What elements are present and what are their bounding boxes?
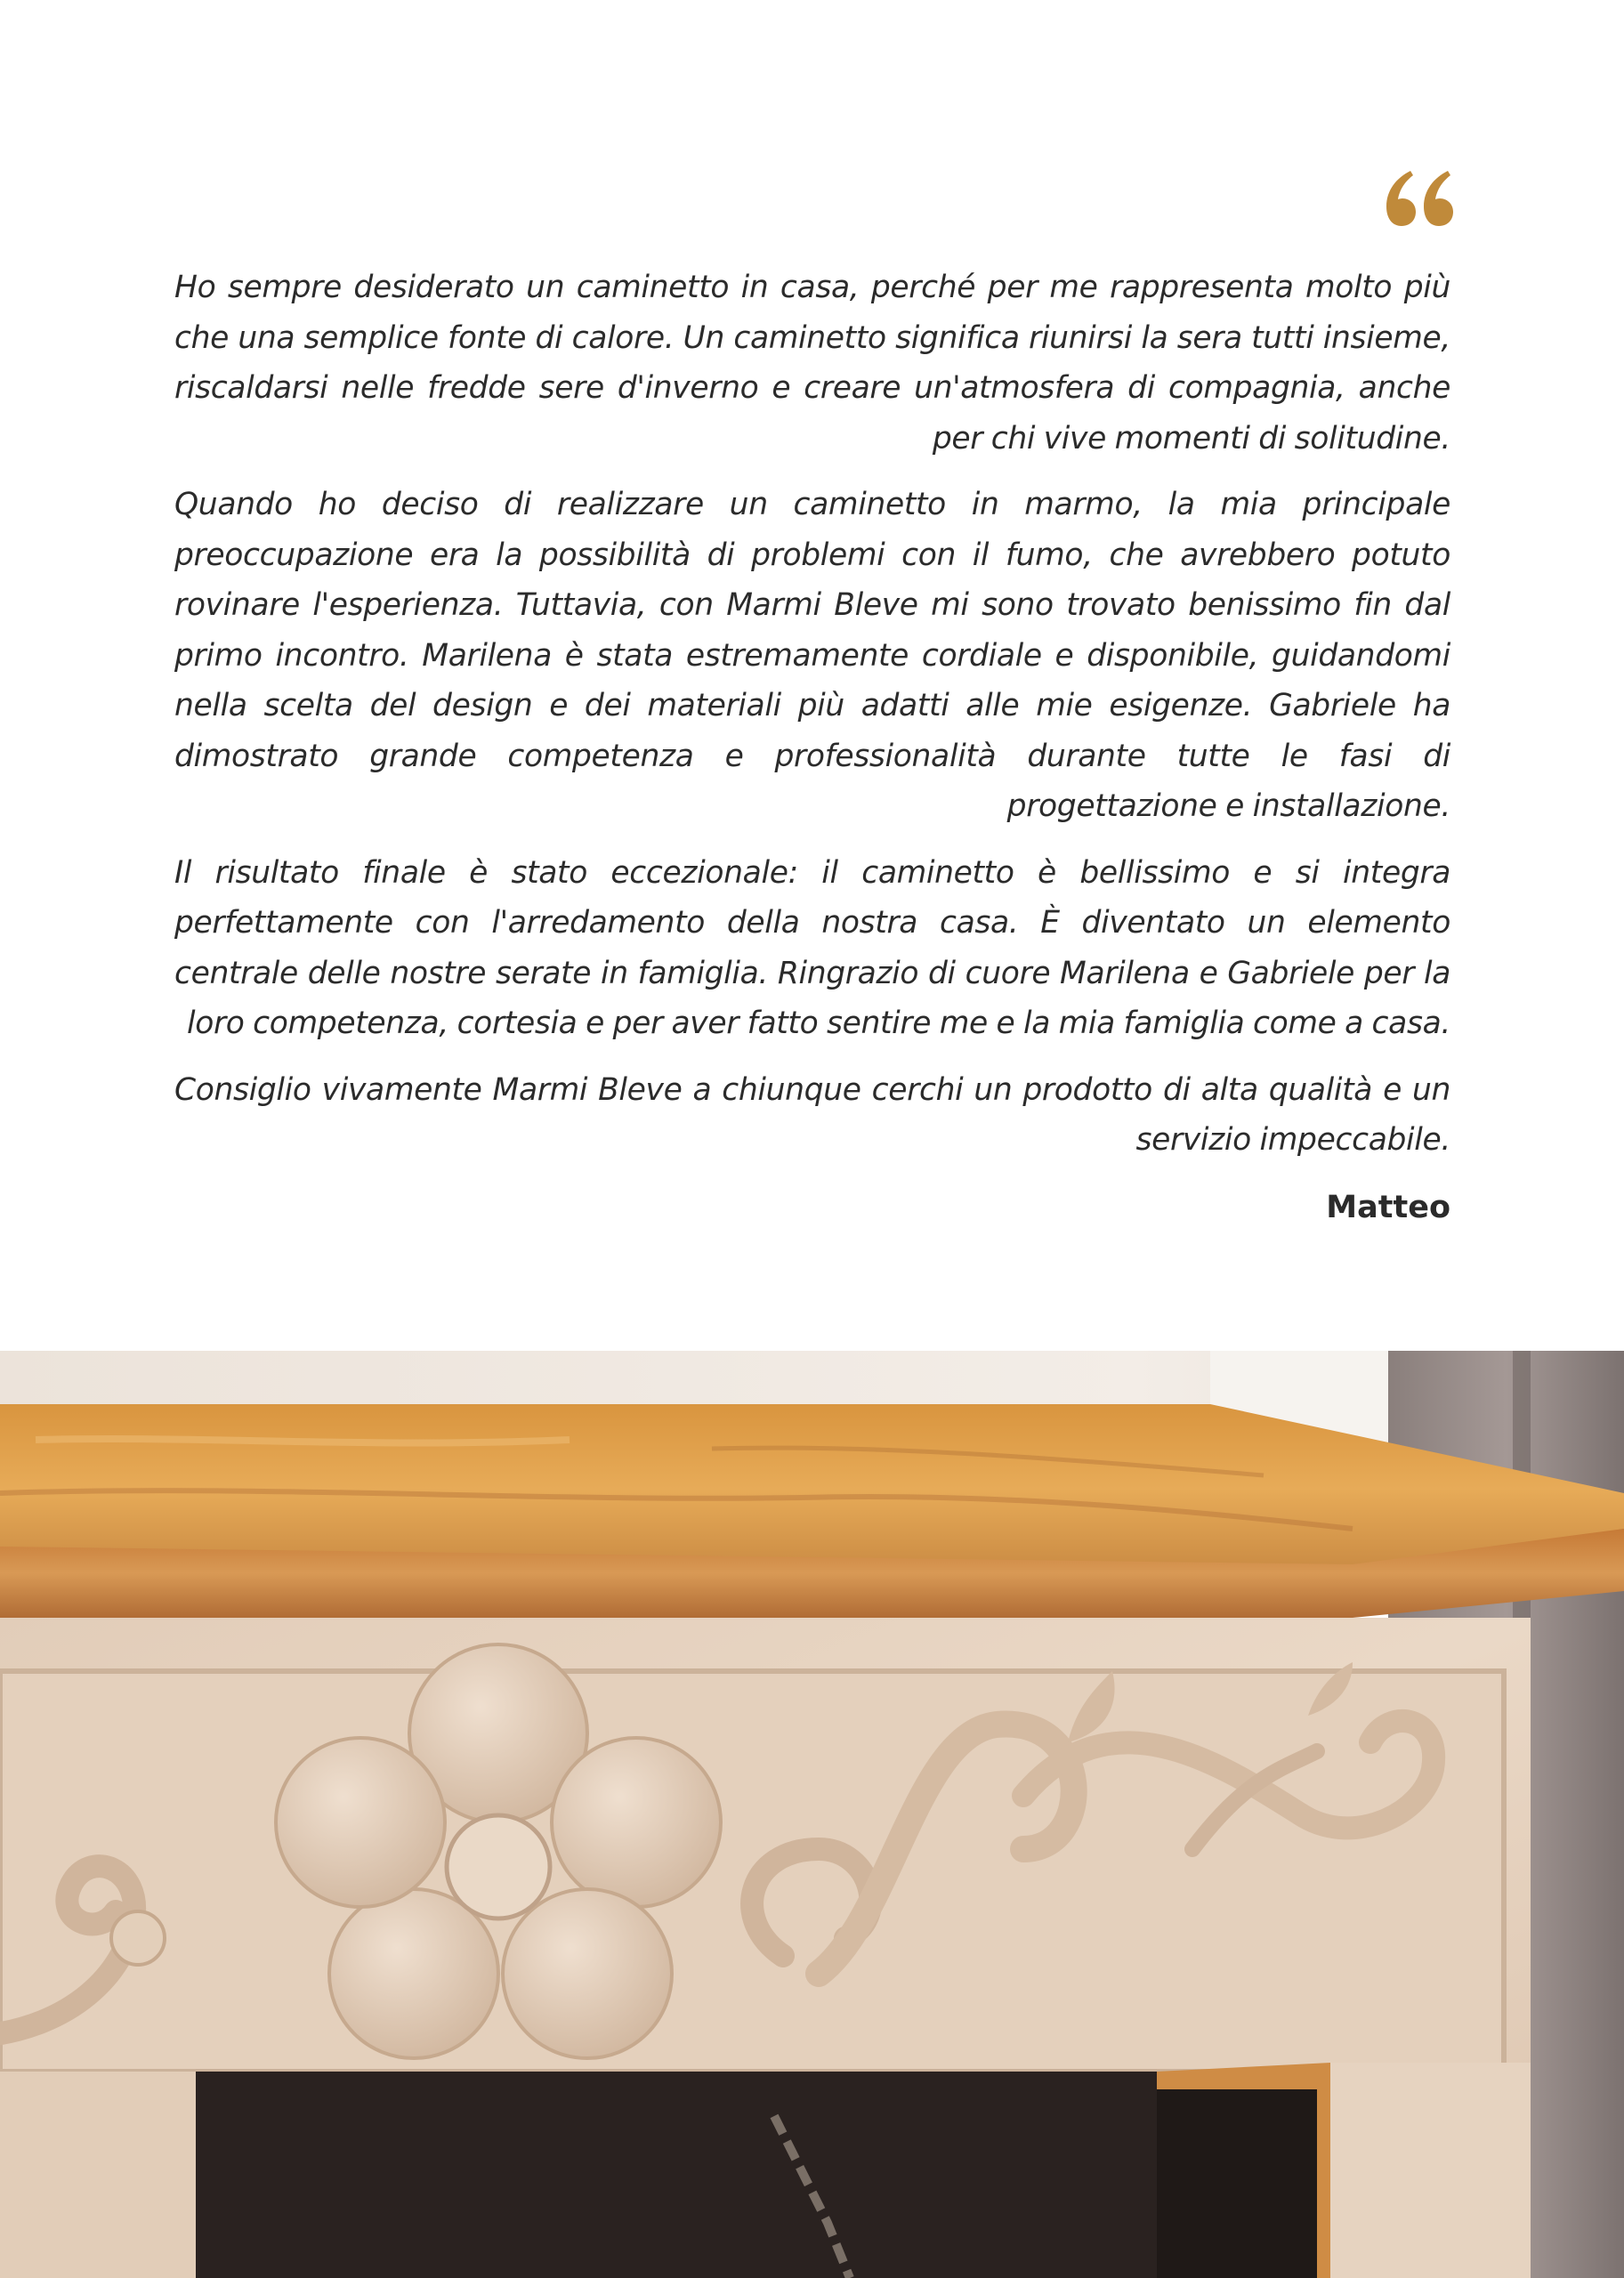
testimonial-paragraph: Ho sempre desiderato un caminetto in casa, perché per me rappresenta molto più che una semplice fonte di calore. Un caminetto significa riunirsi la sera tutti insieme, riscaldarsi nelle fredde sere d'inverno e creare un'atmosfera di compagnia, anche per chi vive momenti di solitudine. [174,270,1450,456]
testimonial [174,263,1450,1230]
signature: Matteo [1326,1189,1450,1225]
testimonial-paragraph: Consiglio vivamente Marmi Bleve a chiunque cerchi un prodotto di alta qualità e un servizio impeccabile. [174,1071,1450,1158]
opening-quote-icon [1384,167,1453,228]
fireplace-photo [0,1351,1624,2278]
testimonial-paragraph: Il risultato finale è stato eccezionale: il caminetto è bellissimo e si integra perfettamente con l'arredamento della nostra casa. È diventato un elemento centrale delle nostre serate in famiglia. Ringrazio di cuore Marilena e Gabriele per la loro competenza, cortesia e per aver fatto sentire me e la mia famiglia come a casa. [174,854,1450,1041]
testimonial-paragraph: Quando ho deciso di realizzare un caminetto in marmo, la mia principale preoccupazione era la possibilità di problemi con il fumo, che avrebbero potuto rovinare l'esperienza. Tuttavia, con Marmi Bleve mi sono trovato benissimo fin dal primo incontro. Marilena è stata estremamente cordiale e disponibile, guidandomi nella scelta del design e dei materiali più adatti alle mie esigenze. Gabriele ha dimostrato grande competenza e professionalità durante tutte le fasi di progettazione e installazione. [174,487,1450,824]
